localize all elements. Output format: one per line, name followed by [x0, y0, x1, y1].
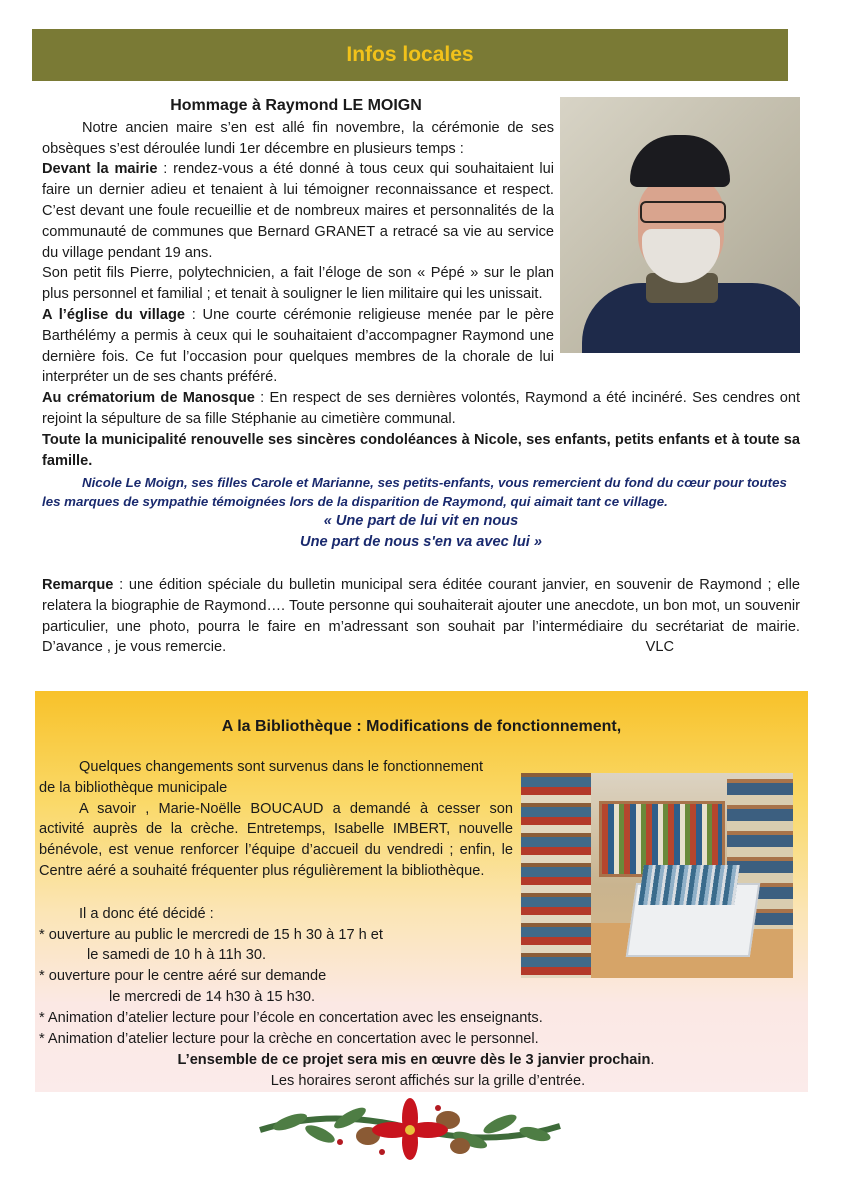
quote-line-2: Une part de nous s'en va avec lui »: [300, 534, 542, 551]
list-item-1: * ouverture au public le mercredi de 15 h 30 à 17 h et: [39, 926, 383, 943]
closing-text: [39, 1050, 793, 1071]
para1-line-1: Quelques changements sont survenus dans le fonctionnement: [79, 759, 484, 775]
thanks-line-1: Nicole Le Moign, ses filles Carole et Marianne, ses petits-enfants, vous remercient du fond du cœur pour toutes: [82, 475, 787, 491]
list-item-2-sub: le mercredi de 14 h30 à 15 h30.: [109, 988, 316, 1005]
hommage-section: [42, 96, 800, 658]
list-item-3: * Animation d’atelier lecture pour l’école en concertation avec les enseignants.: [39, 1009, 543, 1026]
hommage-title: Hommage à Raymond LE MOIGN: [170, 97, 422, 114]
para1-line-2: de la bibliothèque municipale: [39, 779, 228, 796]
thanks-message: [42, 473, 800, 511]
crematorium-text: : En respect de ses dernières volontés, Raymond a été incinéré. Ses cendres ont rejoint la sépulture de sa fille Stéphanie au cimetière communal.: [42, 390, 800, 427]
remarque-paragraph: [42, 575, 800, 658]
mairie-text: : rendez-vous a été donné à tous ceux qui souhaitaient lui faire un dernier adieu et tenaient à lui témoigner reconnaissance et respect. C’est devant une foule recueillie et de nombreux maires et personnalités de la communauté de communes que Bernard GRANET a retracé sa vie au service du village pendant 19 ans.: [42, 161, 554, 261]
list-item-2: * ouverture pour le centre aéré sur demande: [39, 968, 327, 985]
crematorium-paragraph: [42, 388, 800, 430]
condoleances-text: Toute la municipalité renouvelle ses sincères condoléances à Nicole, ses enfants, petits enfants et à toute sa famille.: [42, 431, 800, 469]
petit-fils-paragraph: Son petit fils Pierre, polytechnicien, a fait l’éloge de son « Pépé » sur le plan plus personnel et familial ; et tenait à souligner le lien militaire qui les unissait.: [42, 265, 554, 303]
portrait-photo: [560, 97, 800, 353]
closing-dot: .: [650, 1052, 655, 1069]
mairie-label: Devant la mairie: [42, 161, 158, 178]
bibliotheque-body: [39, 757, 793, 1092]
list-item-1-sub: le samedi de 10 h à 11h 30.: [87, 947, 267, 964]
bibliotheque-title: A la Bibliothèque : Modifications de fonctionnement,: [221, 718, 622, 735]
signature: VLC: [645, 639, 674, 656]
eglise-label: A l’église du village: [42, 306, 185, 323]
banner-title: Infos locales: [346, 42, 474, 66]
thanks-line-2: les marques de sympathie témoignées lors de la disparition de Raymond, qui aimait tant ce village.: [42, 494, 668, 510]
para2: A savoir , Marie-Noëlle BOUCAUD a demandé à cesser son activité auprès de la crèche. Entretemps, Isabelle IMBERT, nouvelle bénévole, est venue renforcer l’équipe d’accueil du vendredi ; enfin, le Centre aéré a souhaité fréquenter plus régulièrement la bibliothèque.: [39, 800, 513, 879]
list-item-4: * Animation d’atelier lecture pour la crèche en concertation avec le personnel.: [39, 1030, 539, 1047]
bibliotheque-section: [35, 691, 808, 1092]
closing-bold: L’ensemble de ce projet sera mis en œuvre dès le 3 janvier prochain: [177, 1052, 651, 1069]
hommage-intro: Notre ancien maire s’en est allé fin novembre, la cérémonie de ses obsèques s’est déroulée lundi 1er décembre en plusieurs temps :: [42, 119, 554, 157]
remarque-label: Remarque: [42, 576, 114, 593]
quote-line-1: « Une part de lui vit en nous: [323, 513, 519, 530]
crematorium-label: Au crématorium de Manosque: [42, 390, 255, 407]
decided-text: Il a donc été décidé :: [79, 905, 214, 922]
library-photo: [521, 773, 793, 978]
eglise-text: : Une courte cérémonie religieuse menée par le père Barthélémy a permis à ceux qui le souhaitaient d’accompagner Raymond une dernière fois. Ce fut l’occasion pour quelques membres de la chorale de lui interpréter un de ses chants préféré.: [42, 306, 554, 386]
remarque-text: : une édition spéciale du bulletin municipal sera éditée courant janvier, en souvenir de Raymond ; elle relatera la biographie de Raymond…. Toute personne qui souhaiterait ajouter une anecdote, un bon mot, un souvenir particulier, une photo, pourra le faire en m’adressant son souhait par l’intermédiaire du secrétariat de mairie. D’avance , je vous remercie.: [42, 576, 800, 656]
christmas-garland-icon: [250, 1090, 570, 1170]
header-banner: [32, 29, 788, 81]
closing-text-2: Les horaires seront affichés sur la grille d’entrée.: [270, 1073, 586, 1090]
